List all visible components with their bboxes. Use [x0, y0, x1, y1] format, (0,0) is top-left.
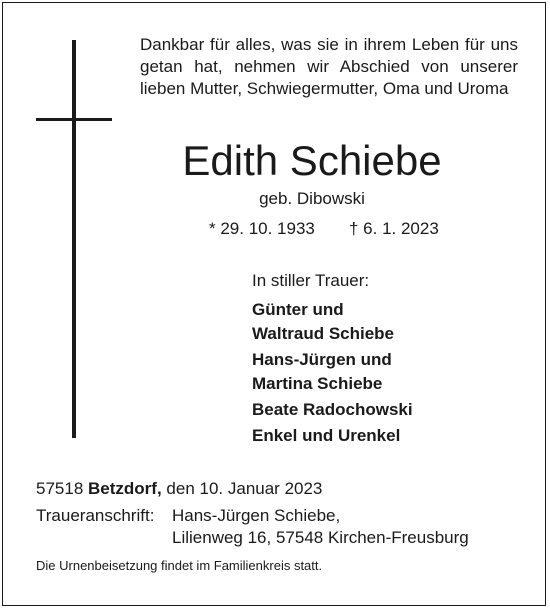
cross-symbol-bar [36, 118, 112, 121]
city-name: Betzdorf, [88, 479, 162, 498]
mourning-address [172, 505, 469, 549]
address-label: Traueranschrift: [36, 506, 155, 525]
birth-date: * 29. 10. 1933 [209, 219, 315, 238]
mourner-entry [252, 348, 413, 396]
postal-code: 57518 [36, 479, 84, 498]
address-line-1: Hans-Jürgen Schiebe, [172, 506, 341, 525]
place-date-line [36, 478, 322, 500]
mourner-line: Günter und [252, 300, 344, 319]
footer-note: Die Urnenbeisetzung findet im Familienkreis statt. [36, 558, 323, 573]
mourner-entry [252, 398, 413, 422]
mourner-entry [252, 424, 413, 448]
address-line-2: Lilienweg 16, 57548 Kirchen-Freusburg [172, 528, 469, 547]
cross-symbol [72, 40, 76, 438]
intro-text: Dankbar für alles, was sie in ihrem Leben für uns getan hat, nehmen wir Abschied von unserer lieben Mutter, Schwiegermutter, Oma und Uroma [140, 35, 518, 98]
mourner-entry [252, 298, 413, 346]
mourner-line: Waltraud Schiebe [252, 324, 395, 343]
notice-date: den 10. Januar 2023 [166, 479, 323, 498]
death-date: † 6. 1. 2023 [349, 219, 439, 238]
maiden-name: geb. Dibowski [259, 189, 365, 208]
mourner-line: Martina Schiebe [252, 374, 383, 393]
mourning-heading: In stiller Trauer: [252, 271, 370, 290]
mourner-line: Hans-Jürgen und [252, 350, 392, 369]
mourners-list [252, 298, 413, 450]
mourner-line: Beate Radochowski [252, 400, 413, 419]
deceased-name: Edith Schiebe [182, 137, 442, 184]
mourner-line: Enkel und Urenkel [252, 426, 401, 445]
